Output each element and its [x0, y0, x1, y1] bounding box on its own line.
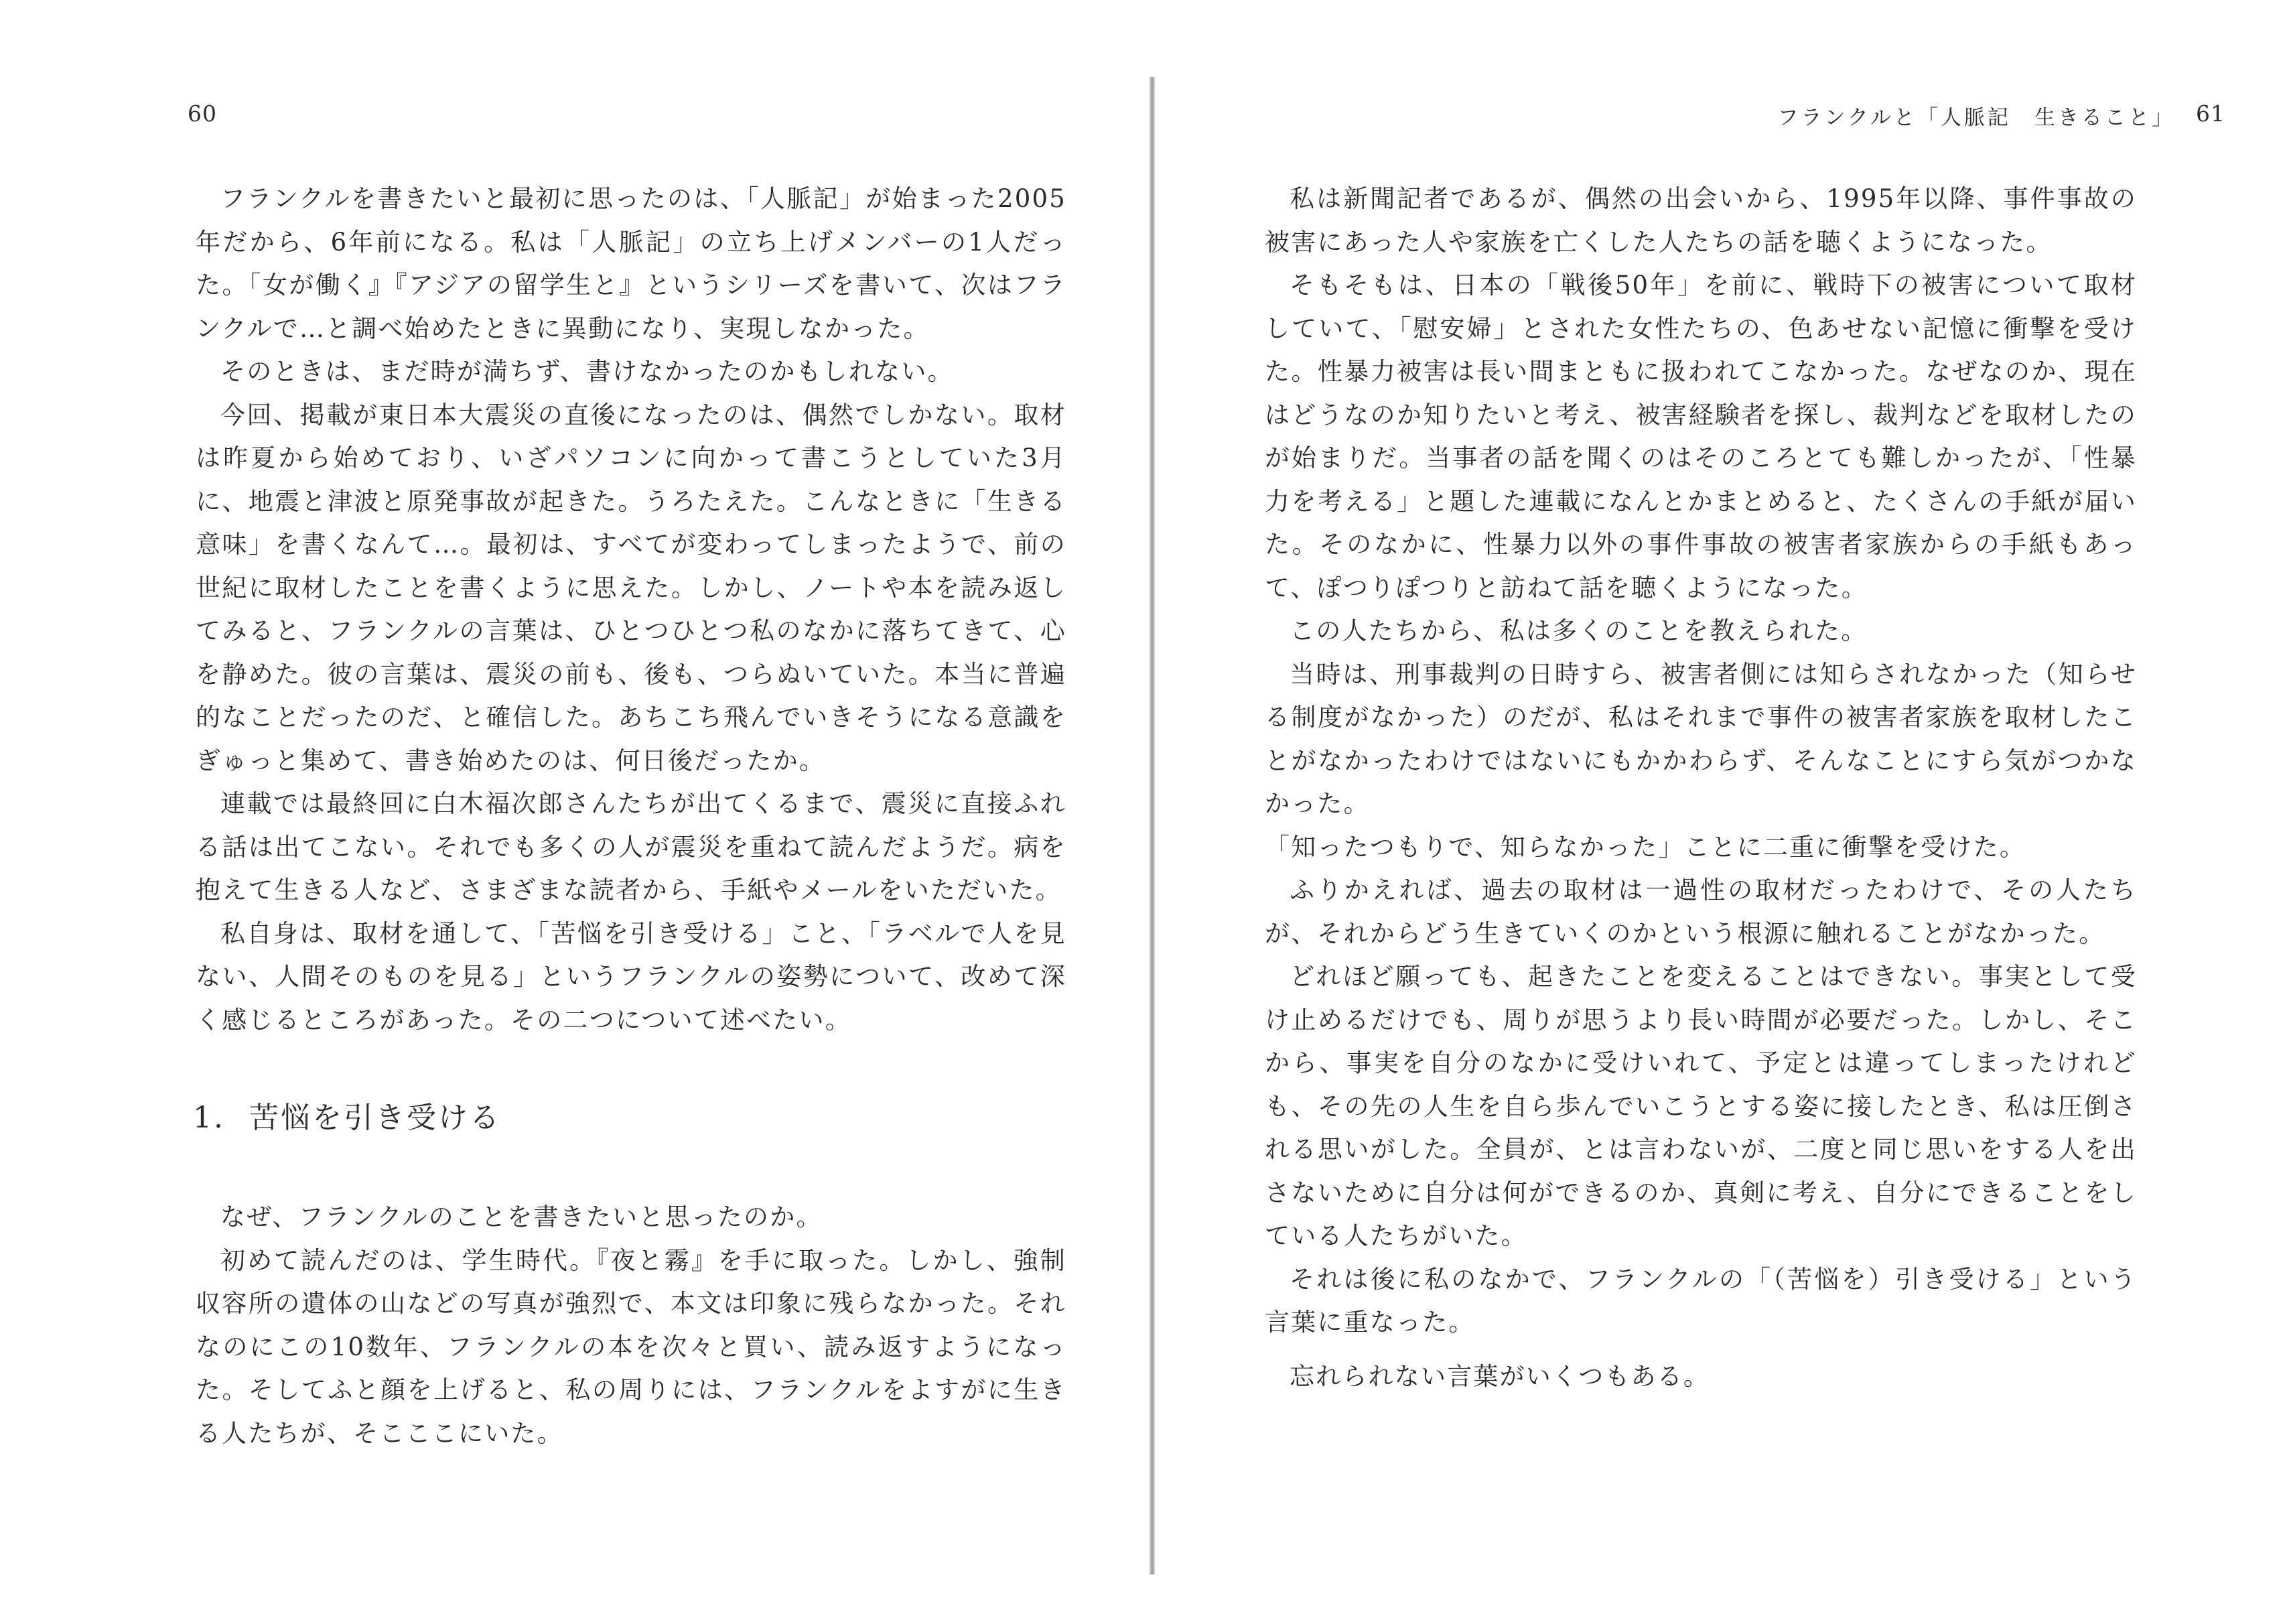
section-text — [196, 1196, 1066, 1455]
book-gutter — [1150, 77, 1155, 1574]
section-heading — [193, 1093, 501, 1136]
paragraph: フランクルを書きたいと最初に思ったのは、「人脈記」が始まった2005年だから、6年前になる。私は「人脈記」の立ち上げメンバーの1人だった。「女が働く』『アジアの留学生と』というシリーズを書いて、次はフランクルで…と調べ始めたときに異動になり、実現しなかった。 — [196, 184, 1066, 343]
paragraph: 私は新聞記者であるが、偶然の出会いから、1995年以降、事件事故の被害にあった人や家族を亡くした人たちの話を聴くようになった。 — [1265, 184, 2137, 257]
running-head: フランクルと「人脈記 生きること」 — [1777, 106, 2175, 130]
paragraph: どれほど願っても、起きたことを変えることはできない。事実として受け止めるだけでも、周りが思うより長い時間が必要だった。しかし、そこから、事実を自分のなかに受けいれて、予定とは違ってしまったけれども、その先の人生を自ら歩んでいこうとする姿に接したとき、私は圧倒される思いがした。全員が、とは言わないが、二度と同じ思いをする人を出さないために自分は何ができるのか、真剣に考え、自分にできることをしている人たちがいた。 — [1265, 962, 2137, 1250]
paragraph: 忘れられない言葉がいくつもある。 — [1290, 1362, 1710, 1391]
paragraph: この人たちから、私は多くのことを教えられた。 — [1290, 616, 1868, 645]
right-page — [1159, 0, 2289, 1624]
section-number: 1. — [193, 1101, 225, 1135]
paragraph: そもそもは、日本の「戦後50年」を前に、戦時下の被害について取材していて、「慰安婦」とされた女性たちの、色あせない記憶に衝撃を受けた。性暴力被害は長い間まともに扱われてこなかった。なぜなのか、現在はどうなのか知りたいと考え、被害経験者を探し、裁判などを取材したのが始まりだ。当事者の話を聞くのはそのころとても難しかったが、「性暴力を考える」と題した連載になんとかまとめると、たくさんの手紙が届いた。そのなかに、性暴力以外の事件事故の被害者家族からの手紙もあって、ぽつりぽつりと訪ねて話を聴くようになった。 — [1265, 271, 2137, 602]
section-title: 苦悩を引き受ける — [249, 1101, 501, 1135]
paragraph: 私自身は、取材を通して、「苦悩を引き受ける」こと、「ラベルで人を見ない、人間そのものを見る」というフランクルの姿勢について、改めて深く感じるところがあった。その二つについて述べたい。 — [196, 919, 1066, 1034]
paragraph: 連載では最終回に白木福次郎さんたちが出てくるまで、震災に直接ふれる話は出てこない。それでも多くの人が震災を重ねて読んだようだ。病を抱えて生きる人など、さまざまな読者から、手紙やメールをいただいた。 — [196, 789, 1066, 904]
paragraph: 「知ったつもりで、知らなかった」ことに二重に衝撃を受けた。 — [1265, 832, 2026, 862]
paragraph: それは後に私のなかで、フランクルの「（苦悩を）引き受ける」という言葉に重なった。 — [1265, 1264, 2137, 1337]
paragraph: なぜ、フランクルのことを書きたいと思ったのか。 — [220, 1203, 823, 1231]
paragraph: そのときは、まだ時が満ちず、書けなかったのかもしれない。 — [220, 357, 954, 386]
main-text — [1265, 178, 2137, 1345]
intro-text — [196, 178, 1066, 1042]
page-number-right: 61 — [2196, 100, 2225, 127]
closing-text — [1265, 1355, 2137, 1399]
paragraph: 当時は、刑事裁判の日時すら、被害者側には知らされなかった（知らせる制度がなかった）のだが、私はそれまで事件の被害者家族を取材したことがなかったわけではないにもかかわらず、そんなことにすら気がつかなかった。 — [1265, 659, 2137, 818]
paragraph: 今回、掲載が東日本大震災の直後になったのは、偶然でしかない。取材は昨夏から始めており、いざパソコンに向かって書こうとしていた3月に、地震と津波と原発事故が起きた。うろたえた。こんなときに「生きる意味」を書くなんて…。最初は、すべてが変わってしまったようで、前の世紀に取材したことを書くように思えた。しかし、ノートや本を読み返してみると、フランクルの言葉は、ひとつひとつ私のなかに落ちてきて、心を静めた。彼の言葉は、震災の前も、後も、つらぬいていた。本当に普遍的なことだったのだ、と確信した。あちこち飛んでいきそうになる意識をぎゅっと集めて、書き始めたのは、何日後だったか。 — [196, 400, 1066, 775]
paragraph: ふりかえれば、過去の取材は一過性の取材だったわけで、その人たちが、それからどう生きていくのかという根源に触れることがなかった。 — [1265, 876, 2137, 948]
page-number-left: 60 — [188, 100, 217, 127]
paragraph: 初めて読んだのは、学生時代。『夜と霧』を手に取った。しかし、強制収容所の遺体の山などの写真が強烈で、本文は印象に残らなかった。それなのにこの10数年、フランクルの本を次々と買い、読み返すようになった。そしてふと顔を上げると、私の周りには、フランクルをよすがに生きる人たちが、そこここにいた。 — [196, 1245, 1066, 1448]
